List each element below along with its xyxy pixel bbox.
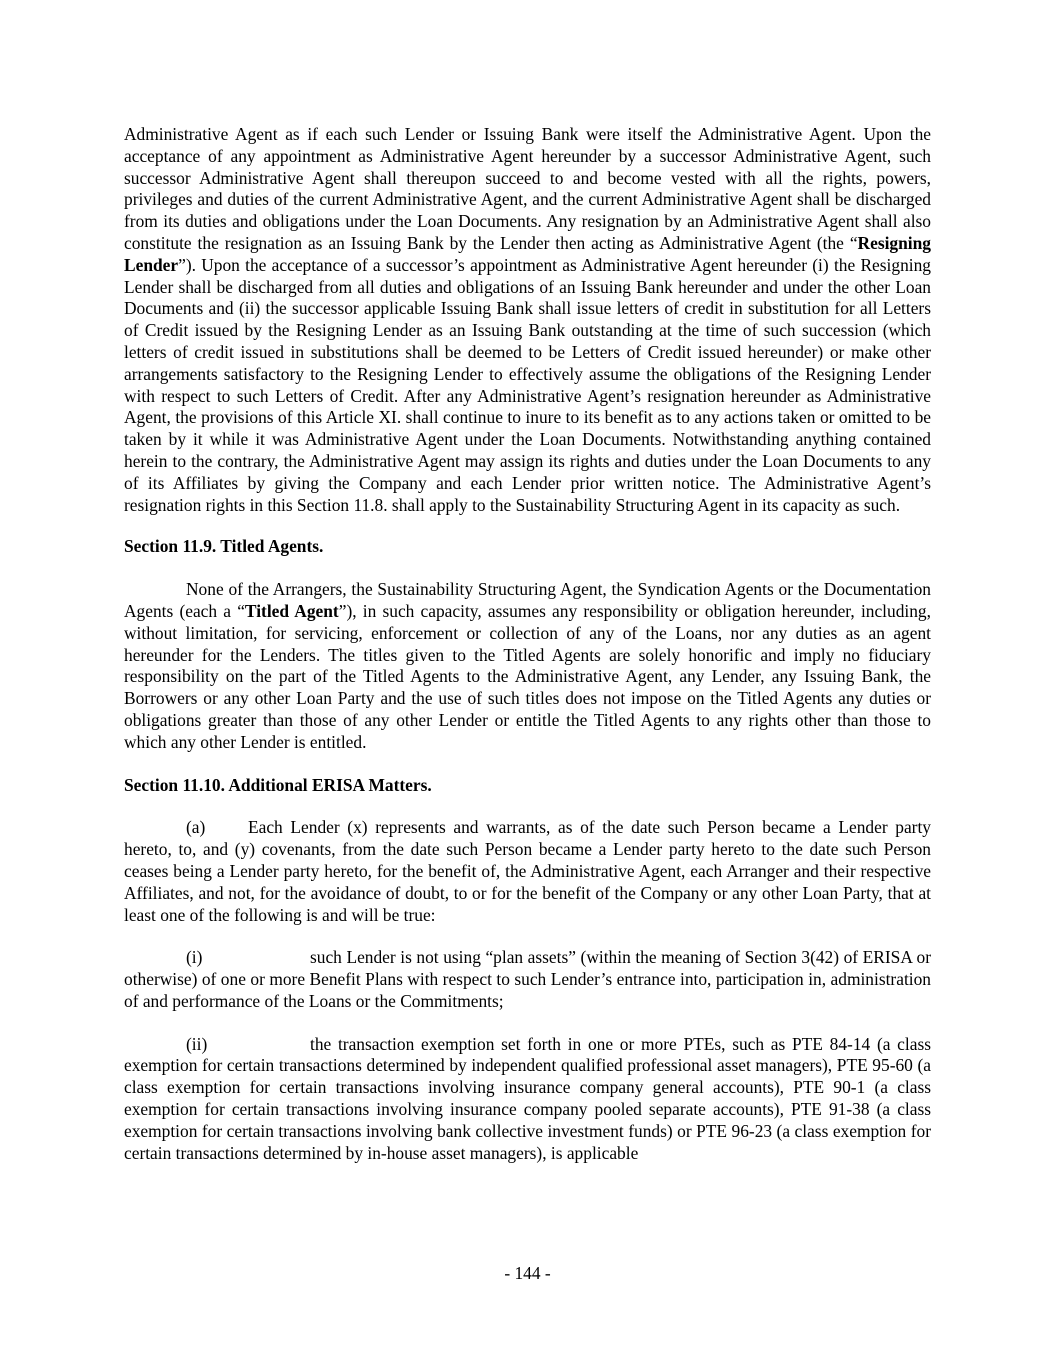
document-page (124, 124, 931, 1164)
clause-a (124, 817, 931, 926)
section-11-9-body (124, 579, 931, 753)
section-11-9-heading: Section 11.9. Titled Agents. (124, 536, 324, 557)
clause-ii-text: the transaction exemption set forth in one or more PTEs, such as PTE 84-14 (a class exemption for certain transactions determined by independent qualified professional asset managers), PTE 95-60 (a class exemption for certain transactions involving insurance company general accounts), PTE 90-1 (a class exemption for certain transactions involving insurance company pooled separate accounts), PTE 91-38 (a class exemption for certain transactions involving bank collective investment funds) or PTE 96-23 (a class exemption for certain transactions determined by in-house asset managers), is applicable (124, 1033, 931, 1163)
defined-term-titled-agent: Titled Agent (244, 600, 339, 621)
clause-i-text: such Lender is not using “plan assets” (within the meaning of Section 3(42) of ERISA or otherwise) of one or more Benefit Plans with respect to such Lender’s entrance into, participation in, administration of and performance of the Loans or the Commitments; (124, 947, 931, 1011)
page-number: - 144 - (504, 1263, 551, 1283)
section-11-9-text-start: None of the Arrangers, the Sustainability Structuring Agent, the Syndication Agents or the Documentation Agents (each a “ (124, 579, 931, 621)
section-11-10-heading: Section 11.10. Additional ERISA Matters. (124, 774, 432, 795)
clause-a-label: (a) (186, 817, 206, 838)
clause-i (124, 947, 931, 1012)
clause-a-text: Each Lender (x) represents and warrants, as of the date such Person became a Lender party hereto, to, and (y) covenants, from the date such Person became a Lender party hereto to the date such Person ceases being a Lender party hereto, for the benefit of, the Administrative Agent, each Arranger and their respective Affiliates, and not, for the avoidance of doubt, to or for the benefit of the Company or any other Loan Party, that at least one of the following is and will be true: (124, 817, 931, 925)
clause-i-label: (i) (186, 947, 203, 968)
continued-paragraph (124, 124, 931, 516)
defined-term-resigning-lender: Resigning Lender (124, 232, 931, 275)
continued-text-start: Administrative Agent as if each such Lender or Issuing Bank were itself the Administrative Agent. Upon the acceptance of any appointment as Administrative Agent hereunder by a successor Administrative Agent, such successor Administrative Agent shall thereupon succeed to and become vested with all the rights, powers, privileges and duties of the current Administrative Agent, and the current Administrative Agent shall be discharged from its duties and obligations under the Loan Documents. Any resignation by an Administrative Agent shall also constitute the resignation as an Issuing Bank by the Lender then acting as Administrative Agent (the “ (124, 124, 931, 253)
clause-ii (124, 1034, 931, 1165)
continued-text-end: ”). Upon the acceptance of a successor’s appointment as Administrative Agent hereunder (i) the Resigning Lender shall be discharged from all duties and obligations of an Issuing Bank hereunder and under the other Loan Documents and (ii) the successor applicable Issuing Bank shall issue letters of credit in substitution for all Letters of Credit issued by the Resigning Lender as an Issuing Bank outstanding at the time of such succession (which letters of credit issued in substitutions shall be deemed to be Letters of Credit issued hereunder) or make other arrangements satisfactory to the Resigning Lender to effectively assume the obligations of the Resigning Lender with respect to such Letters of Credit. After any Administrative Agent’s resignation hereunder as Administrative Agent, the provisions of this Article XI. shall continue to inure to its benefit as to any actions taken or omitted to be taken by it while it was Administrative Agent under the Loan Documents. Notwithstanding anything contained herein to the contrary, the Administrative Agent may assign its rights and duties under the Loan Documents to any of its Affiliates by giving the Company and each Lender prior written notice. The Administrative Agent’s resignation rights in this Section 11.8. shall apply to the Sustainability Structuring Agent in its capacity as such. (124, 254, 931, 515)
section-11-9-text-end: ”), in such capacity, assumes any responsibility or obligation hereunder, including, without limitation, for servicing, enforcement or collection of any of the Loans, nor any duties as an agent hereunder for the Lenders. The titles given to the Titled Agents are solely honorific and imply no fiduciary responsibility on the part of the Titled Agents to the Administrative Agent, any Lender, any Issuing Bank, the Borrowers or any other Loan Party and the use of such titles does not impose on the Titled Agents any duties or obligations greater than those of any other Lender or entitle the Titled Agents to any rights other than those to which any other Lender is entitled. (124, 600, 931, 752)
clause-ii-label: (ii) (186, 1033, 208, 1054)
